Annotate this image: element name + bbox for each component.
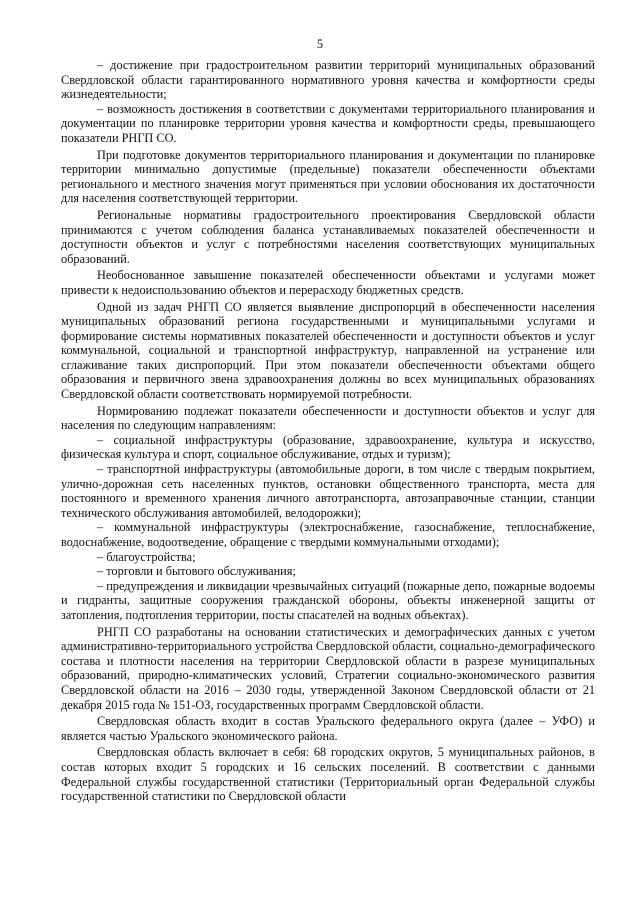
paragraph-planning-documents: При подготовке документов территориального планирования и документации по планировке территории минимально допустимые (предельные) показатели обеспеченности объектами регионального и местного значения могут применяться при условии обоснования их достаточности для населения соответствующей территории. [61,147,595,206]
list-item-transport-infrastructure: – транспортной инфраструктуры (автомобильные дороги, в том числе с твердым покрытием, улично-дорожная сеть населенных пунктов, остановки общественного транспорта, места для постоянного и временного хранения личного автотранспорта, автозаправочные станции, станции технического обслуживания автомобилей, велодорожки); [61,462,595,520]
paragraph-bullet-possibility: – возможность достижения в соответствии с документами территориального планирования и документации по планировке территории уровня качества и комфортности среды, превышающего показатели РНГП СО. [61,101,595,145]
paragraph-normalization: Нормированию подлежат показатели обеспеченности и доступности объектов и услуг для населения по следующим направлениям: [61,403,595,433]
paragraph-tasks: Одной из задач РНГП СО является выявление диспропорций в обеспеченности населения муниципальных образований региона государственными и муниципальными услугами и формирование системы нормативных показателей обеспеченности и доступности объектов и услуг коммунальной, социальной и транспортной инфраструктур, направленной на устранение или сглаживание таких диспропорций. При этом показатели обеспеченности объектами общего образования и первичного звена здравоохранения должны во всех муниципальных образованиях Свердловской области соответствовать нормируемой потребности. [61,299,595,402]
list-item-landscaping: – благоустройства; [97,549,196,564]
list-item-utility-infrastructure: – коммунальной инфраструктуры (электроснабжение, газоснабжение, теплоснабжение, водоснабжение, водоотведение, обращение с твердыми коммунальными отходами); [61,520,595,549]
paragraph-overstatement: Необоснованное завышение показателей обеспеченности объектами и услугами может привести к недоиспользованию объектов и перерасходу бюджетных средств. [61,268,595,297]
list-item-emergencies: – предупреждения и ликвидации чрезвычайных ситуаций (пожарные депо, пожарные водоемы и гидранты, защитные сооружения гражданской обороны, объекты инженерной защиты от затопления, подтопления территории, посты спасателей на водных объектах). [61,578,595,622]
document-body [61,58,595,804]
paragraph-federal-district: Свердловская область входит в состав Уральского федерального округа (далее – УФО) и является частью Уральского экономического района. [61,714,595,743]
paragraph-regional-norms: Региональные нормативы градостроительного проектирования Свердловской области принимаются с учетом соблюдения баланса устанавливаемых показателей обеспеченности и доступности объектов и услуг с потребностями населения соответствующих муниципальных образований. [61,207,595,266]
list-item-social-infrastructure: – социальной инфраструктуры (образование, здравоохранение, культура и искусство, физическая культура и спорт, социальное обслуживание, отдых и туризм); [61,432,595,462]
list-item-trade-services: – торговли и бытового обслуживания; [97,564,296,579]
paragraph-municipal-structure: Свердловская область включает в себя: 68 городских округов, 5 муниципальных районов, в состав которых входит 5 городских и 16 сельских поселений. В соответствии с данными Федеральной службы государственной статистики (Территориальный орган Федеральной службы государственной статистики по Свердловской области [61,745,595,804]
page-number: 5 [316,37,324,51]
paragraph-basis: РНГП СО разработаны на основании статистических и демографических данных с учетом административно-территориального устройства Свердловской области, социально-демографического состава и плотности населения на территории Свердловской области в разрезе муниципальных образований, природно-климатических условий, Стратегии социально-экономического развития Свердловской области на 2016 – 2030 годы, утвержденной Законом Свердловской области от 21 декабря 2015 года № 151-ОЗ, государственных программ Свердловской области. [61,624,595,712]
paragraph-bullet-quality-level: – достижение при градостроительном развитии территорий муниципальных образований Свердловской области гарантированного нормативного уровня качества и комфортности среды жизнедеятельности; [61,58,595,102]
